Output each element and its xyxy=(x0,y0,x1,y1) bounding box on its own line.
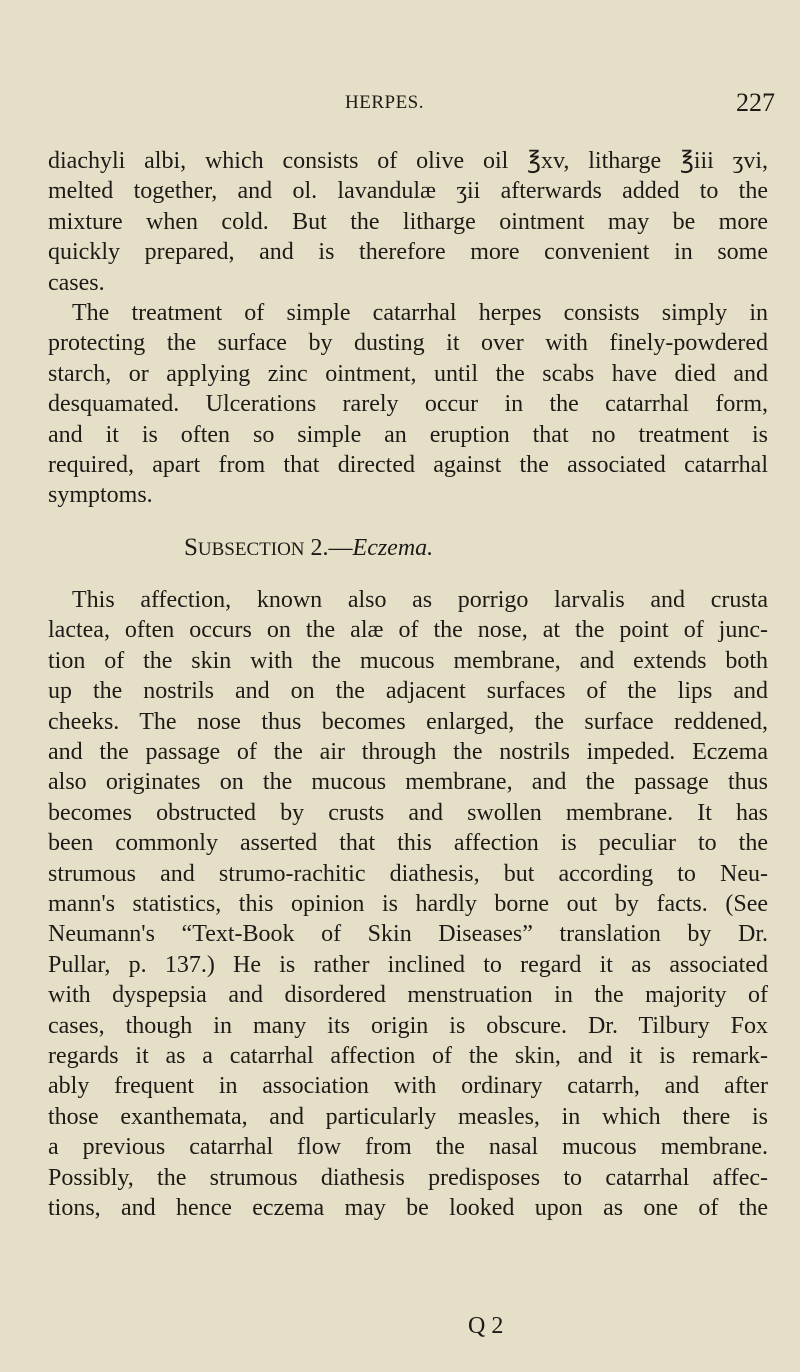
text-line: cases. xyxy=(48,269,105,296)
subsection-heading xyxy=(48,533,768,563)
text-line: Pullar, p. 137.) He is rather inclined to regard it as associated xyxy=(48,951,768,978)
subsection-number: 2.— xyxy=(304,534,353,561)
text-line: ably frequent in association with ordinary catarrh, and after xyxy=(48,1073,768,1100)
text-line: protecting the surface by dusting it over with finely-powdered xyxy=(48,330,768,357)
text-line: quickly prepared, and is therefore more convenient in some xyxy=(48,239,768,266)
text-line: tion of the skin with the mucous membrane, and extends both xyxy=(48,647,768,674)
text-line: mann's statistics, this opinion is hardly borne out by facts. (See xyxy=(48,890,768,917)
running-title: HERPES. xyxy=(345,92,424,113)
text-line: up the nostrils and on the adjacent surfaces of the lips and xyxy=(48,678,768,705)
subsection-label-initial: S xyxy=(184,533,198,561)
text-line: tions, and hence eczema may be looked upon as one of the xyxy=(48,1194,768,1221)
text-line: been commonly asserted that this affection is peculiar to the xyxy=(48,830,768,857)
paragraph-treatment xyxy=(48,298,768,511)
text-line: cheeks. The nose thus becomes enlarged, the surface reddened, xyxy=(48,708,768,735)
text-line: required, apart from that directed against the associated catarrhal xyxy=(48,451,768,478)
text-line: a previous catarrhal flow from the nasal mucous membrane. xyxy=(48,1134,768,1161)
text-line: mixture when cold. But the litharge ointment may be more xyxy=(48,208,768,235)
text-line: lactea, often occurs on the alæ of the nose, at the point of junc- xyxy=(48,617,768,644)
page-number: 227 xyxy=(736,88,775,117)
text-line: desquamated. Ulcerations rarely occur in the catarrhal form, xyxy=(48,391,768,418)
text-line: starch, or applying zinc ointment, until the scabs have died and xyxy=(48,360,768,387)
text-line: and the passage of the air through the nostrils impeded. Eczema xyxy=(48,739,768,766)
text-line: diachyli albi, which consists of olive oil ℥xv, litharge ℥iii ʒvi, xyxy=(48,148,768,174)
subsection-title: Eczema. xyxy=(352,534,434,561)
subsection-label-rest: UBSECTION xyxy=(197,538,305,560)
paragraph-continuation xyxy=(48,146,768,298)
text-line: The treatment of simple catarrhal herpes consists simply in xyxy=(72,299,768,326)
text-line: regards it as a catarrhal affection of the skin, and it is remark- xyxy=(48,1042,768,1069)
text-line: cases, though in many its origin is obscure. Dr. Tilbury Fox xyxy=(48,1012,768,1039)
running-head xyxy=(0,90,800,120)
signature-mark: Q 2 xyxy=(468,1313,504,1339)
paragraph-eczema xyxy=(48,585,768,1223)
text-line: and it is often so simple an eruption that no treatment is xyxy=(48,421,768,448)
text-line: strumous and strumo-rachitic diathesis, but according to Neu- xyxy=(48,860,768,887)
text-line: becomes obstructed by crusts and swollen membrane. It has xyxy=(48,799,768,826)
text-line: with dyspepsia and disordered menstruation in the majority of xyxy=(48,982,768,1009)
body-text xyxy=(48,146,768,1223)
text-line: Neumann's “Text-Book of Skin Diseases” translation by Dr. xyxy=(48,921,768,948)
text-line: melted together, and ol. lavandulæ ʒii afterwards added to the xyxy=(48,178,768,205)
text-line: symptoms. xyxy=(48,482,153,509)
text-line: also originates on the mucous membrane, and the passage thus xyxy=(48,769,768,796)
text-line: Possibly, the strumous diathesis predisposes to catarrhal affec- xyxy=(48,1164,768,1191)
text-line: This affection, known also as porrigo larvalis and crusta xyxy=(72,587,768,614)
text-line: those exanthemata, and particularly measles, in which there is xyxy=(48,1103,768,1130)
